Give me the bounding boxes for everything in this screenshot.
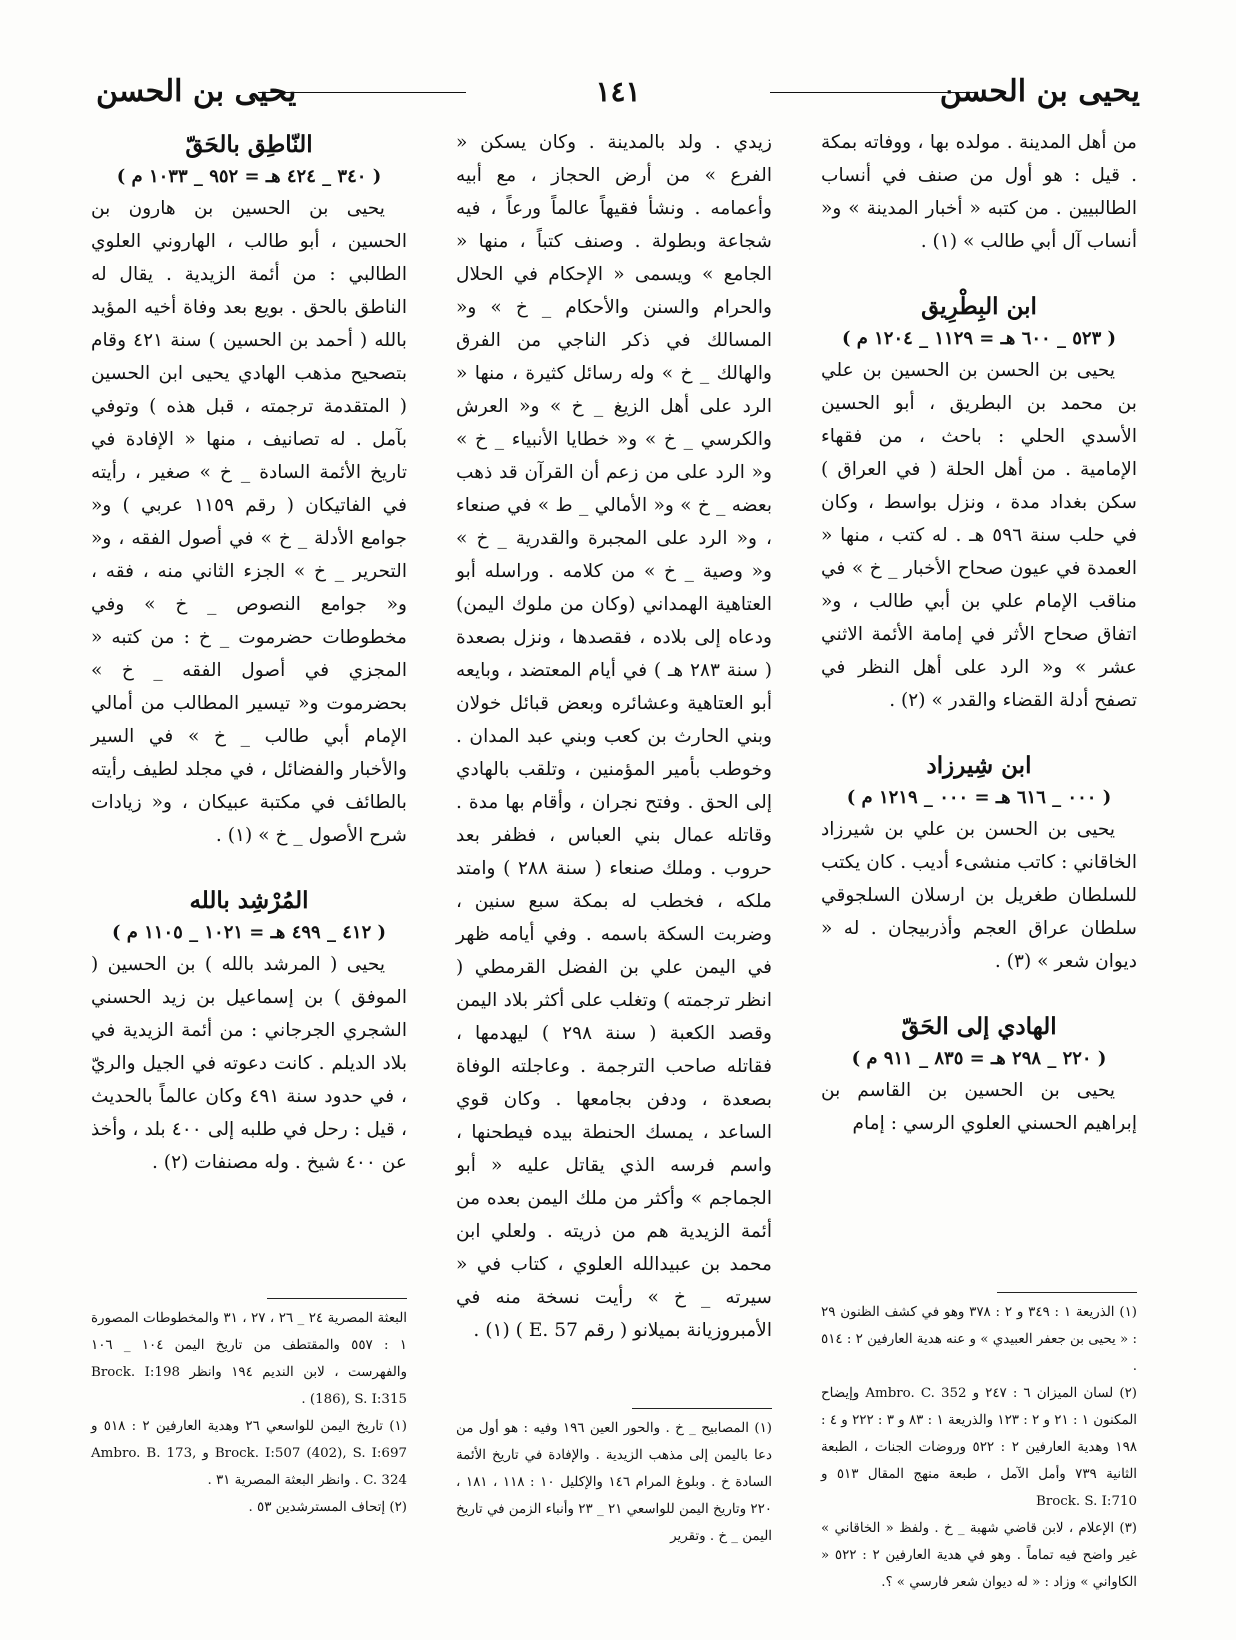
header-rule-right	[770, 92, 978, 93]
entry-al-natiq	[91, 128, 407, 852]
continued-entry-text: من أهل المدينة . مولده بها ، ووفاته بمكة . قيل : هو أول من صنف في أنساب الطالبيين . من كتبه « أخبار المدينة » و« أنساب آل أبي طالب » (١) .	[821, 132, 1137, 252]
entry-body: يحيى ( المرشد بالله ) بن الحسين ( الموفق ) بن إسماعيل بن زيد الحسني الشجري الجرجاني : من أئمة الزيدية في بلاد الديلم . كانت دعوته في الجيل والريّ ، في حدود سنة ٤٩١ وكان عالماً بالحديث ، قيل : رحل في طلبه إلى ٤٠٠ بلد ، وأخذ عن ٤٠٠ شيخ . وله مصنفات (٢) .	[91, 954, 407, 1173]
entry-dates: ( ٢٢٠ _ ٢٩٨ هـ = ٨٣٥ _ ٩١١ م )	[851, 1048, 1107, 1069]
footnote: البعثة المصرية ٢٤ _ ٢٦ ، ٢٧ ، ٣١ والمخطوطات المصورة ١ : ٥٥٧ والمقتطف من تاريخ اليمن ١٠٤ _ ١٠٦ والفهرست ، لابن النديم ١٩٤ وانظر Brock. I:198 (186), S. I:315 .	[91, 1311, 408, 1407]
entry-title: الهادي إلى الحَقّ	[901, 1013, 1057, 1040]
entry-dates: ( ٠٠٠ _ ٦١٦ هـ = ٠٠٠ _ ١٢١٩ م )	[846, 787, 1112, 808]
footnote: (٢) إتحاف المسترشدين ٥٣ .	[248, 1500, 407, 1515]
entry-title: النّاطِق بالحَقّ	[185, 131, 313, 158]
column-middle	[456, 126, 772, 1347]
entry-title: المُرْشِد بالله	[189, 887, 309, 914]
entry-body: يحيى بن الحسن بن الحسين بن علي بن محمد بن البطريق ، أبو الحسين الأسدي الحلي : باحث ، من فقهاء الإمامية . من أهل الحلة ( في العراق ) سكن بغداد مدة ، ونزل بواسط ، وكان في حلب سنة ٥٩٦ هـ . له كتب ، منها « العمدة في عيون صحاح الأخبار _ خ » في مناقب الإمام علي بن أبي طالب ، و« اتفاق صحاح الأثر في إمامة الأئمة الاثني عشر » و« الرد على أهل النظر في تصفح أدلة القضاء والقدر » (٢) .	[821, 360, 1138, 711]
entry-dates: ( ٤١٢ _ ٤٩٩ هـ = ١٠٢١ _ ١١٠٥ م )	[111, 922, 387, 943]
entry-title: ابن البِطْرِيق	[921, 293, 1037, 320]
header-title-left: يحيى بن الحسن	[96, 74, 297, 109]
entry-body: يحيى بن الحسين بن هارون بن الحسين ، أبو طالب ، الهاروني العلوي الطالبي : من أئمة الزيدية . يقال له الناطق بالحق . بويع بعد وفاة أخيه المؤيد بالله ( أحمد بن الحسين ) سنة ٤٢١ وقام بتصحيح مذهب الهادي يحيى ابن الحسين ( المتقدمة ترجمته ، قبل هذه ) وتوفي بآمل . له تصانيف ، منها « الإفادة في تاريخ الأئمة السادة _ خ » صغير ، رأيته في الفاتيكان ( رقم ١١٥٩ عربي ) و« جوامع الأدلة _ خ » في أصول الفقه ، و« التحرير _ خ » الجزء الثاني منه ، فقه ، و« جوامع النصوص _ خ » وفي مخطوطات حضرموت _ خ : من كتبه « المجزي في أصول الفقه _ خ » بحضرموت و« تيسير المطالب من أمالي الإمام أبي طالب _ خ » في السير والأخبار والفضائل ، في مجلد لطيف رأيته بالطائف في مكتبة عبيكان ، و« زيادات شرح الأصول _ خ » (١) .	[91, 198, 407, 846]
footnotes-middle	[456, 1408, 772, 1550]
column-left	[91, 96, 407, 1179]
footnote: (٣) الإعلام ، لابن قاضي شهبة _ خ . ولفظ « الخاقاني » غير واضح فيه تماماً . وهو في هدية العارفين ٢ : ٥٢٢ « الكاواني » وزاد : « له ديوان شعر فارسي » ؟.	[821, 1521, 1137, 1590]
footnote: (١) تاريخ اليمن للواسعي ٢٦ وهدية العارفين ٢ : ٥١٨ و Brock. I:507 (402), S. I:697 و Ambro. B. 173, C. 324 . وانظر البعثة المصرية ٣١ .	[91, 1419, 407, 1488]
entry-ibn-shirzad	[821, 749, 1137, 978]
entry-body: يحيى بن الحسن بن علي بن شيرزاد الخاقاني : كاتب منشىء أديب . كان يكتب للسلطان طغريل بن ارسلان السلجوقي سلطان عراق العجم وأذربيجان . له « ديوان شعر » (٣) .	[821, 819, 1137, 972]
column-right	[821, 126, 1137, 1140]
footnote: (٢) لسان الميزان ٦ : ٢٤٧ و Ambro. C. 352 وإيضاح المكنون ١ : ٢١ و ٢ : ١٢٣ والذريعة ١ : ٨٣ و ٣ : ٢٢٢ و ٤ : ١٩٨ وهدية العارفين ٢ : ٥٢٢ وروضات الجنات ، الطبعة الثانية ٧٣٩ وأمل الآمل ، طبعة منهج المقال ٥١٣ و Brock. S. I:710	[821, 1386, 1137, 1509]
continued-entry-text: زيدي . ولد بالمدينة . وكان يسكن « الفرع » من أرض الحجاز ، مع أبيه وأعمامه . ونشأ فقيهاً عالماً ورعاً ، فيه شجاعة وبطولة . وصنف كتباً ، منها « الجامع » ويسمى « الإحكام في الحلال والحرام والسنن والأحكام _ خ » و« المسالك في ذكر الناجي من الفرق والهالك _ خ » وله رسائل كثيرة ، منها « الرد على أهل الزيغ _ خ » و« العرش والكرسي _ خ » و« خطايا الأنبياء _ خ » و« الرد على من زعم أن القرآن قد ذهب بعضه _ خ » و« الأمالي _ ط » في صنعاء ، و« الرد على المجبرة والقدرية _ خ » و« وصية _ خ » من كلامه . وراسله أبو العتاهية الهمداني (وكان من ملوك اليمن) ودعاه إلى بلاده ، فقصدها ، ونزل بصعدة ( سنة ٢٨٣ هـ ) في أيام المعتضد ، وبايعه أبو العتاهية وعشائره وبعض قبائل خولان وبني الحارث بن كعب وبني عبد المدان . وخوطب بأمير المؤمنين ، وتلقب بالهادي إلى الحق . وفتح نجران ، وأقام بها مدة . وقاتله عمال بني العباس ، فظفر بعد حروب . وملك صنعاء ( سنة ٢٨٨ ) وامتد ملكه ، فخطب له بمكة سبع سنين ، وضربت السكة باسمه . وفي أيامه ظهر في اليمن علي بن الفضل القرمطي ( انظر ترجمته ) وتغلب على أكثر بلاد اليمن وقصد الكعبة ( سنة ٢٩٨ ) ليهدمها ، فقاتله صاحب الترجمة . وعاجلته الوفاة بصعدة ، ودفن بجامعها . وكان قوي الساعد ، يمسك الحنطة بيده فيطحنها ، واسم فرسه الذي يقاتل عليه « أبو الجماجم » وأكثر من ملك اليمن بعده من أئمة الزيدية هم من ذريته . ولعلي ابن محمد بن عبيدالله العلوي ، كتاب في « سيرته _ خ » رأيت نسخة منه في الأمبروزيانة بميلانو ( رقم E. 57 ) (١) .	[456, 132, 773, 1341]
entry-ibn-al-bitriq	[821, 290, 1137, 717]
entry-title: ابن شِيرزاد	[926, 752, 1032, 779]
footnote: (١) المصابيح _ خ . والحور العين ١٩٦ وفيه : هو أول من دعا باليمن إلى مذهب الزيدية . والإفادة في تاريخ الأئمة السادة خ . وبلوغ المرام ١٤٦ والإكليل ١٠ : ١١٨ ، ١٨١ ، ٢٢٠ وتاريخ اليمن للواسعي ٢١ _ ٢٣ وأنباء الزمن في تاريخ اليمن _ خ . وتقرير	[456, 1421, 772, 1544]
page-number: ١٤١	[595, 75, 641, 108]
entry-body: يحيى بن الحسين بن القاسم بن إبراهيم الحسني العلوي الرسي : إمام	[821, 1080, 1137, 1134]
entry-dates: ( ٥٢٣ _ ٦٠٠ هـ = ١١٢٩ _ ١٢٠٤ م )	[841, 328, 1117, 349]
footnote-rule	[997, 1292, 1137, 1293]
footnote: (١) الذريعة ١ : ٣٤٩ و ٢ : ٣٧٨ وهو في كشف الظنون ٢٩ : « يحيى بن جعفر العبيدي » و عنه هدية العارفين ٢ : ٥١٤ .	[821, 1305, 1137, 1374]
footnotes-right	[821, 1292, 1137, 1596]
footnotes-left	[91, 1298, 407, 1521]
entry-dates: ( ٣٤٠ _ ٤٢٤ هـ = ٩٥٢ _ ١٠٣٣ م )	[116, 166, 382, 187]
footnote-rule	[267, 1298, 407, 1299]
entry-al-hadi	[821, 1010, 1137, 1140]
header-title-right: يحيى بن الحسن	[939, 74, 1140, 109]
entry-al-murshid	[91, 884, 407, 1179]
footnote-rule	[632, 1408, 772, 1409]
